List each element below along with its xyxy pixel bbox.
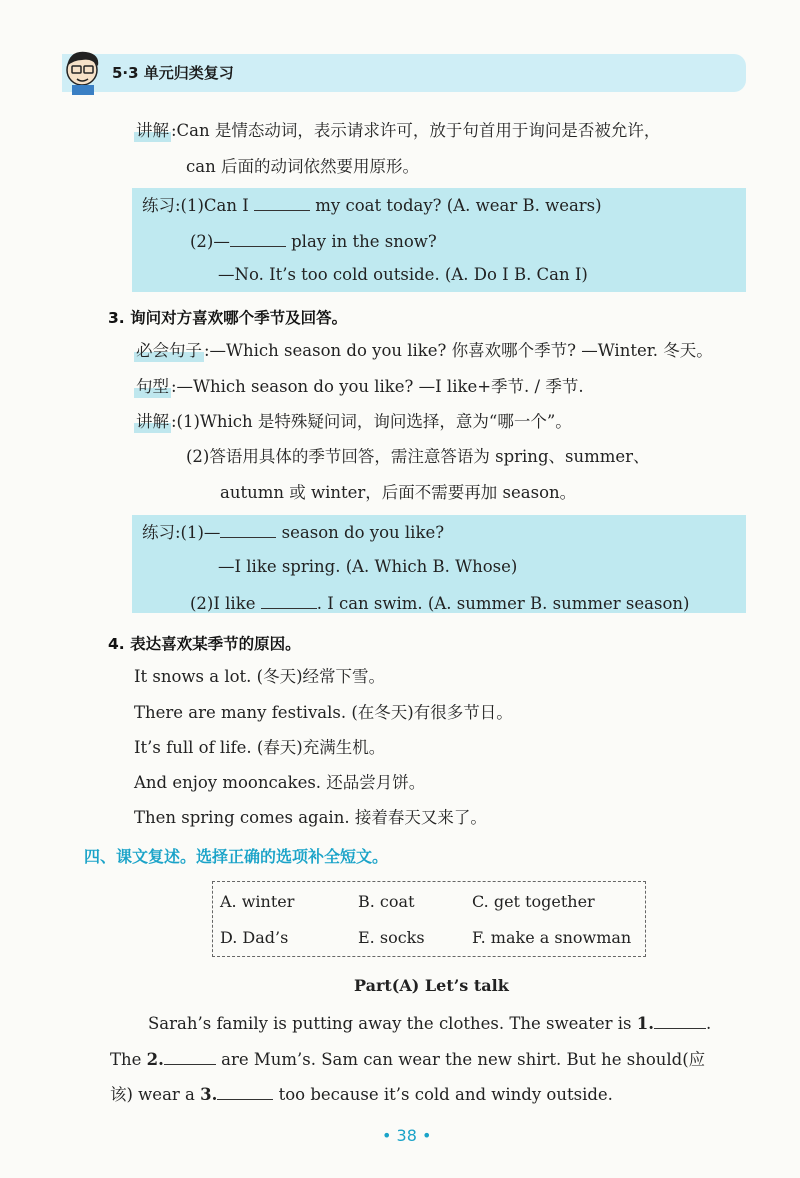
- practice3-q2: [190, 592, 689, 615]
- q2-text-end: play in the snow?: [285, 232, 437, 251]
- practice-q1: [142, 194, 602, 217]
- answer-blank[interactable]: [220, 521, 276, 538]
- note3-text-2: (2)答语用具体的季节回答，需注意答语为 spring、summer、: [186, 447, 650, 466]
- reason-line: It snows a lot. (冬天)经常下雪。: [134, 667, 386, 686]
- reason-line: Then spring comes again. 接着春天又来了。: [134, 808, 487, 827]
- pattern-row: [134, 376, 584, 398]
- practice3-q1: [142, 521, 444, 544]
- answer-blank[interactable]: [654, 1012, 706, 1029]
- note-label: 讲解: [136, 412, 169, 431]
- mascot-icon: [60, 46, 110, 96]
- note3-row: [134, 411, 572, 433]
- practice3-q1-answer: —I like spring. (A. Which B. Whose): [218, 557, 518, 576]
- passage-text: The: [110, 1050, 147, 1069]
- option-a: A. winter: [220, 892, 295, 911]
- passage-text: 该) wear a: [110, 1085, 201, 1104]
- blank-number: 3.: [200, 1085, 218, 1104]
- pattern-label: 句型: [136, 377, 169, 396]
- option-d: D. Dad’s: [220, 928, 289, 947]
- practice-label: 练习: [142, 196, 175, 215]
- q1-text-end: season do you like?: [276, 523, 445, 542]
- q1-options: my coat today? (A. wear B. wears): [310, 196, 602, 215]
- section-heading-retell: 四、课文复述。选择正确的选项补全短文。: [84, 847, 389, 866]
- page-number: • 38 •: [382, 1126, 432, 1145]
- answer-blank[interactable]: [230, 230, 286, 247]
- practice-label: 练习: [142, 523, 175, 542]
- passage-line-2: [110, 1048, 705, 1071]
- note3-text: :(1)Which 是特殊疑问词，询问选择，意为“哪一个”。: [171, 412, 572, 431]
- option-b: B. coat: [358, 892, 415, 911]
- passage-text: are Mum’s. Sam can wear the new shirt. But he should(应: [215, 1050, 706, 1069]
- answer-blank[interactable]: [217, 1083, 273, 1100]
- note-text: :Can 是情态动词，表示请求许可，放于句首用于询问是否被允许，: [171, 121, 661, 140]
- passage-text: Sarah’s family is putting away the clothes. The sweater is: [148, 1014, 637, 1033]
- must-row: [134, 340, 713, 362]
- section-heading-4: 4. 表达喜欢某季节的原因。: [108, 635, 301, 653]
- answer-blank[interactable]: [164, 1048, 216, 1065]
- note-text-2: can 后面的动词依然要用原形。: [186, 157, 419, 176]
- answer-blank[interactable]: [254, 194, 310, 211]
- q1-text: :(1)Can I: [175, 196, 255, 215]
- q1-text: :(1)—: [175, 523, 221, 542]
- passage-text: .: [705, 1014, 712, 1033]
- practice-q2: [190, 230, 437, 253]
- practice-q2-answer: —No. It’s too cold outside. (A. Do I B. Can I): [218, 265, 588, 284]
- pattern-text: :—Which season do you like? —I like+季节. / 季节.: [171, 377, 584, 396]
- must-text: :—Which season do you like? 你喜欢哪个季节? —Winter. 冬天。: [204, 341, 713, 360]
- note-label: 讲解: [136, 121, 169, 140]
- must-label: 必会句子: [136, 341, 202, 360]
- blank-number: 1.: [636, 1014, 654, 1033]
- q2-text: (2)—: [190, 232, 230, 251]
- section-heading-3: 3. 询问对方喜欢哪个季节及回答。: [108, 309, 348, 327]
- passage-text: too because it’s cold and windy outside.: [273, 1085, 613, 1104]
- q2-text: (2)I like: [190, 594, 261, 613]
- option-f: F. make a snowman: [472, 928, 632, 947]
- note3-text-3: autumn 或 winter，后面不需要再加 season。: [220, 483, 577, 502]
- reason-line: There are many festivals. (在冬天)有很多节日。: [134, 703, 513, 722]
- q2-options: . I can swim. (A. summer B. summer season): [316, 594, 690, 613]
- note-row-1: [134, 120, 660, 142]
- passage-line-1: [148, 1012, 711, 1035]
- option-c: C. get together: [472, 892, 595, 911]
- blank-number: 2.: [146, 1050, 164, 1069]
- passage-line-3: [110, 1083, 613, 1106]
- brand-title: 5·3 单元归类复习: [112, 64, 234, 82]
- answer-blank[interactable]: [261, 592, 317, 609]
- option-e: E. socks: [358, 928, 425, 947]
- reason-line: It’s full of life. (春天)充满生机。: [134, 738, 386, 757]
- reason-line: And enjoy mooncakes. 还品尝月饼。: [134, 773, 426, 792]
- part-title: Part(A) Let’s talk: [354, 976, 509, 995]
